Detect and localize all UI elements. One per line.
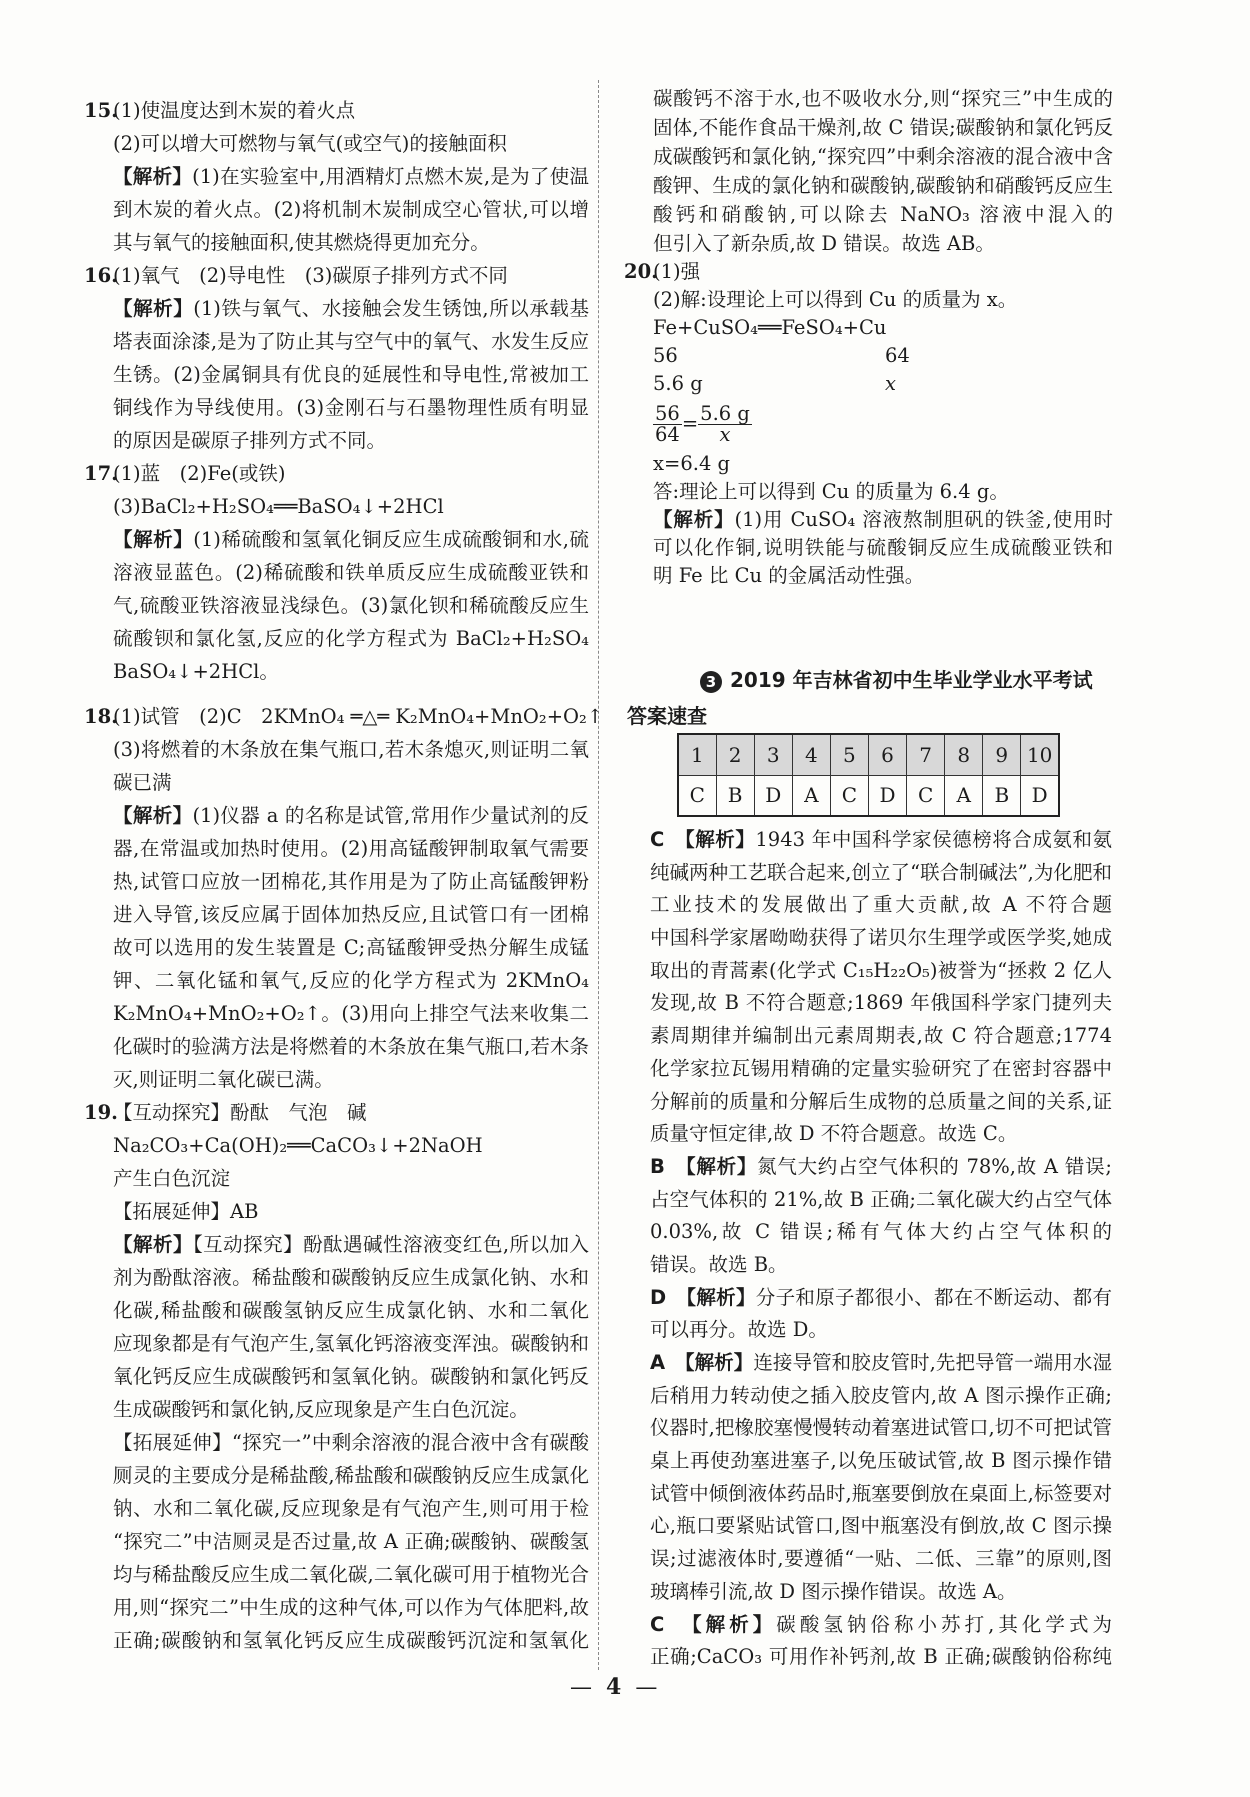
text-line (113, 1261, 589, 1294)
line-text: 溶液显蓝色。(2)稀硫酸和铁单质反应生成硫酸亚铁和 (113, 561, 589, 584)
text-line (113, 655, 589, 688)
text-line (113, 1426, 589, 1459)
fraction-numerator: 56 (655, 401, 680, 425)
text-line (113, 1063, 589, 1096)
text-line (113, 193, 589, 226)
fraction-numerator: 5.6 g (700, 401, 750, 425)
fraction-denominator: 64 (655, 422, 680, 446)
line-text: 正确;CaCO₃ 可用作补钙剂,故 B 正确;碳酸钠俗称纯 (650, 1645, 1112, 1669)
table-cell-number: 10 (1021, 734, 1059, 775)
text-line (113, 997, 589, 1030)
line-text: K₂MnO₄+MnO₂+O₂↑。(3)用向上排空气法来收集二 (113, 1002, 589, 1025)
text-line (113, 1492, 589, 1525)
table-cell-number: 3 (754, 734, 792, 775)
line-text: 塔表面涂漆,是为了防止其与空气中的氧气、水发生反应 (113, 330, 589, 353)
text-line (650, 1282, 1112, 1315)
text-line (113, 898, 589, 931)
line-text: 固体,不能作食品干燥剂,故 C 错误;碳酸钠和氯化钙反 (653, 116, 1113, 139)
text-line (113, 865, 589, 898)
question-number: 15. (84, 99, 118, 122)
text-line (650, 1314, 1112, 1347)
line-text: 成碳酸钙和氯化钠,“探究四”中剩余溶液的混合液中含 (653, 145, 1113, 168)
table-cell-answer: A (792, 775, 830, 816)
line-text: 分解前的质量和分解后生成物的总质量之间的关系,证 (650, 1089, 1112, 1113)
text-line (113, 799, 589, 832)
line-text: (1)在实验室中,用酒精灯点燃木炭,是为了使温 (192, 165, 589, 188)
line-text: (3)将燃着的木条放在集气瓶口,若木条熄灭,则证明二氧 (113, 738, 589, 761)
table-cell-number: 6 (868, 734, 906, 775)
line-text: 玻璃棒引流,故 D 图示操作错误。故选 A。 (650, 1579, 1017, 1603)
line-text: 碳酸氢钠俗称小苏打,其化学式为 (776, 1612, 1112, 1636)
line-text: 剂为酚酞溶液。稀盐酸和碳酸钠反应生成氯化钠、水和 (113, 1266, 589, 1289)
text-line (653, 534, 1113, 562)
analysis-tag: C 【解析】 (650, 1612, 777, 1636)
unknown-mass: x (885, 372, 896, 395)
text-line (113, 964, 589, 997)
line-text: 0.03%,故 C 错误;稀有气体大约占空气体积的 (650, 1220, 1112, 1244)
line-text: 化碳时的验满方法是将燃着的木条放在集气瓶口,若木条 (113, 1035, 589, 1058)
table-cell-number: 7 (907, 734, 945, 775)
text-line (650, 1249, 1112, 1282)
table-cell-answer: B (983, 775, 1021, 816)
line-text: 可以再分。故选 D。 (650, 1318, 828, 1342)
dash: — (570, 1675, 592, 1700)
line-text: BaSO₄↓+2HCl。 (113, 660, 279, 683)
text-line (650, 955, 1112, 988)
table-cell-answer: C (830, 775, 868, 816)
text-line (113, 1162, 589, 1195)
analysis-tag: D 【解析】 (650, 1285, 756, 1309)
line-text: 质量守恒定律,故 D 不符合题意。故选 C。 (650, 1122, 1018, 1146)
text-line (113, 1525, 589, 1558)
text-line (653, 142, 1113, 171)
table-cell-number: 8 (945, 734, 983, 775)
line-text: 工业技术的发展做出了重大贡献,故 A 不符合题 (650, 893, 1112, 917)
text-line (113, 1129, 589, 1162)
line-text: 铜线作为导线使用。(3)金刚石与石墨物理性质有明显 (113, 396, 589, 419)
line-text: 桌上再使劲塞进塞子,以免压破试管,故 B 图示操作错 (650, 1449, 1112, 1473)
analysis-tag: B 【解析】 (650, 1154, 758, 1178)
line-text: 【拓展延伸】“探究一”中剩余溶液的混合液中含有碳酸 (113, 1431, 589, 1454)
text-line (650, 922, 1112, 955)
right-column-continuation (653, 84, 1113, 258)
line-text: 取出的青蒿素(化学式 C₁₅H₂₂O₅)被誉为“拯救 2 亿人 (650, 958, 1112, 982)
line-text: 酸钾、生成的氯化钠和碳酸钠,碳酸钠和硝酸钙反应生 (653, 174, 1113, 197)
line-text: 的原因是碳原子排列方式不同。 (113, 429, 387, 452)
analysis-tag: 【解析】 (113, 297, 194, 320)
line-text: 酸钙和硝酸钠,可以除去 NaNO₃ 溶液中混入的 (653, 203, 1113, 226)
line-text: 热,试管口应放一团棉花,其作用是为了防止高锰酸钾粉 (113, 870, 589, 893)
text-line (113, 832, 589, 865)
text-line (113, 325, 589, 358)
line-text: 其与氧气的接触面积,使其燃烧得更加充分。 (113, 231, 490, 254)
final-answer: 答:理论上可以得到 Cu 的质量为 6.4 g。 (653, 480, 1009, 503)
text-line (650, 1576, 1112, 1609)
text-line (650, 1641, 1112, 1674)
text-line (113, 226, 589, 259)
line-text: 器,在常温或加热时使用。(2)用高锰酸钾制取氧气需要 (113, 837, 589, 860)
line-text: 到木炭的着火点。(2)将机制木炭制成空心管状,可以增 (113, 198, 589, 221)
line-text: 产生白色沉淀 (113, 1167, 231, 1190)
line-text: (1)试管 (2)C 2KMnO₄ ═△═ K₂MnO₄+MnO₂+O₂↑ (113, 705, 604, 728)
line-text: 发现,故 B 不符合题意;1869 年俄国科学家门捷列夫 (650, 991, 1112, 1015)
text-line (650, 1347, 1112, 1380)
line-text: 氮气大约占空气体积的 78%,故 A 错误; (757, 1154, 1112, 1178)
page-number-value: 4 (606, 1674, 622, 1700)
line-text: 钾、二氧化锰和氧气,反应的化学方程式为 2KMnO₄ (113, 969, 589, 992)
line-text: 厕灵的主要成分是稀盐酸,稀盐酸和碳酸钠反应生成氯化 (113, 1464, 589, 1487)
line-text: 化碳,稀盐酸和碳酸氢钠反应生成氯化钠、水和二氧化 (113, 1299, 589, 1322)
answer-explanations (650, 824, 1112, 1674)
text-line (653, 506, 1113, 534)
question-20 (624, 258, 1113, 590)
text-line (84, 700, 604, 733)
table-cell-answer: D (754, 775, 792, 816)
mass-cu: 64 (885, 344, 910, 367)
table-cell-number: 9 (983, 734, 1021, 775)
line-text: 气,硫酸亚铁溶液显浅绿色。(3)氯化钡和稀硫酸反应生 (113, 594, 589, 617)
text-line (113, 733, 589, 766)
text-line (113, 766, 589, 799)
table-row-answers (678, 775, 1059, 816)
analysis-tag: 【解析】 (113, 165, 193, 188)
line-text: 灭,则证明二氧化碳已满。 (113, 1068, 334, 1091)
line-text: (3)BaCl₂+H₂SO₄══BaSO₄↓+2HCl (113, 495, 444, 518)
line-text: 分子和原子都很小、都在不断运动、都有 (755, 1285, 1112, 1309)
answer-1: (1)强 (653, 260, 701, 283)
text-line (653, 229, 1113, 258)
table-cell-answer: D (868, 775, 906, 816)
line-text: 明 Fe 比 Cu 的金属活动性强。 (653, 564, 925, 587)
line-text: 【拓展延伸】AB (113, 1200, 259, 1223)
text-line (113, 127, 589, 160)
text-line (650, 1412, 1112, 1445)
text-line (650, 889, 1112, 922)
line-text: 1943 年中国科学家侯德榜将合成氨和氨 (755, 828, 1112, 851)
dash: — (635, 1675, 658, 1700)
question-number: 18. (84, 705, 118, 728)
column-divider (598, 80, 599, 1670)
table-cell-number: 1 (678, 734, 716, 775)
explanation (653, 506, 1113, 590)
line-text: 氧化钙反应生成碳酸钙和氢氧化钠。碳酸钠和氯化钙反 (113, 1365, 589, 1388)
text-line (650, 1086, 1112, 1119)
line-text: 可以化作铜,说明铁能与硫酸铜反应生成硫酸亚铁和 (653, 536, 1113, 559)
answer-2: (2)解:设理论上可以得到 Cu 的质量为 x。 (653, 288, 1018, 311)
line-text: 试管中倾倒液体药品时,瓶塞要倒放在桌面上,标签要对 (650, 1481, 1112, 1505)
text-line (650, 1380, 1112, 1413)
line-text: 素周期律并编制出元素周期表,故 C 符合题意;1774 (650, 1024, 1112, 1048)
text-line (113, 490, 589, 523)
text-line (113, 1393, 589, 1426)
line-text: 心,瓶口要紧贴试管口,图中瓶塞没有倒放,故 C 图示操 (650, 1514, 1112, 1538)
text-line (113, 523, 589, 556)
text-line (113, 1195, 589, 1228)
line-text: 仪器时,把橡胶塞慢慢转动着塞进试管口,切不可把试管 (650, 1416, 1112, 1440)
line-text: 【互动探究】酚酞 气泡 碱 (113, 1101, 367, 1124)
line-text: 硫酸钡和氯化氢,反应的化学方程式为 BaCl₂+H₂SO₄ (113, 627, 589, 650)
table-cell-answer: D (1021, 775, 1059, 816)
fraction-denominator: x (719, 422, 731, 446)
table-cell-number: 2 (716, 734, 754, 775)
section-title: 2019 年吉林省初中生毕业学业水平考试 (730, 668, 1093, 692)
text-line (650, 1445, 1112, 1478)
line-text: 生锈。(2)金属铜具有优良的延展性和导电性,常被加工 (113, 363, 589, 386)
text-line (650, 1510, 1112, 1543)
line-text: 错误。故选 B。 (650, 1252, 788, 1276)
line-text: (1)用 CuSO₄ 溶液熬制胆矾的铁釜,使用时 (734, 508, 1113, 531)
line-text: (1)蓝 (2)Fe(或铁) (113, 462, 286, 485)
page-number (570, 1674, 657, 1700)
line-text: 应现象都是有气泡产生,氢氧化钙溶液变浑浊。碳酸钠和 (113, 1332, 589, 1355)
table-cell-answer: C (907, 775, 945, 816)
table-row-numbers (678, 734, 1059, 775)
mass-fe: 56 (653, 344, 678, 367)
text-line (113, 622, 589, 655)
line-text: (1)稀硫酸和氢氧化铜反应生成硫酸铜和水,硫 (193, 528, 589, 551)
table-cell-answer: C (678, 775, 716, 816)
quick-reference-label: 答案速查 (627, 704, 707, 728)
line-text: (1)使温度达到木炭的着火点 (113, 99, 356, 122)
line-text: 但引入了新杂质,故 D 错误。故选 AB。 (653, 232, 995, 255)
table-cell-number: 4 (792, 734, 830, 775)
text-line (650, 1609, 1112, 1642)
text-line (84, 1096, 589, 1129)
text-line (650, 1151, 1112, 1184)
text-line (84, 94, 589, 127)
line-text: (2)可以增大可燃物与氧气(或空气)的接触面积 (113, 132, 507, 155)
line-text: 生成碳酸钙和氯化钠,反应现象是产生白色沉淀。 (113, 1398, 529, 1421)
text-line (113, 1591, 589, 1624)
text-line (650, 1118, 1112, 1151)
line-text: 故可以选用的发生装置是 C;高锰酸钾受热分解生成锰 (113, 936, 589, 959)
text-line (113, 589, 589, 622)
text-line (650, 1216, 1112, 1249)
text-line (650, 824, 1112, 857)
text-line (113, 358, 589, 391)
text-line (650, 1543, 1112, 1576)
table-cell-number: 5 (830, 734, 868, 775)
analysis-tag: 【解析】 (113, 1233, 193, 1256)
line-text: 碳已满 (113, 771, 172, 794)
text-line (84, 259, 589, 292)
text-line (113, 1558, 589, 1591)
question-number: 17. (84, 462, 118, 485)
text-line (113, 292, 589, 325)
analysis-tag: A 【解析】 (650, 1351, 754, 1374)
line-text: 误;过滤液体时,要遵循“一贴、二低、三靠”的原则,图 (650, 1547, 1112, 1571)
text-line (650, 857, 1112, 890)
text-line (84, 457, 589, 490)
line-text: 正确;碳酸钠和氢氧化钙反应生成碳酸钙沉淀和氢氧化 (113, 1629, 589, 1652)
line-text: 中国科学家屠呦呦获得了诺贝尔生理学或医学奖,她成 (650, 926, 1112, 950)
text-line (650, 987, 1112, 1020)
analysis-tag: 【解析】 (653, 508, 735, 531)
text-line (113, 424, 589, 457)
analysis-tag: 【解析】 (113, 528, 194, 551)
text-line (113, 391, 589, 424)
line-text: 均与稀盐酸反应生成二氧化碳,二氧化碳可用于植物光合 (113, 1563, 589, 1586)
text-line (653, 200, 1113, 229)
line-text: 钠、水和二氧化碳,反应现象是有气泡产生,则可用于检 (113, 1497, 589, 1520)
text-line (113, 1624, 589, 1657)
text-line (113, 1294, 589, 1327)
answer-table (677, 733, 1060, 817)
line-text: (1)仪器 a 的名称是试管,常用作少量试剂的反 (192, 804, 589, 827)
section-heading (700, 664, 1093, 693)
line-text: 后稍用力转动使之插入胶皮管内,故 A 图示操作正确; (650, 1383, 1112, 1407)
text-line (650, 1184, 1112, 1217)
line-text: 进入导管,该反应属于固体加热反应,且试管口有一团棉 (113, 903, 589, 926)
text-line (113, 1459, 589, 1492)
text-line (650, 1020, 1112, 1053)
text-line (650, 1053, 1112, 1086)
section-badge: 3 (700, 671, 722, 693)
line-text: 碳酸钙不溶于水,也不吸收水分,则“探究三”中生成的 (653, 87, 1113, 110)
table-cell-answer: B (716, 775, 754, 816)
line-text: (1)氧气 (2)导电性 (3)碳原子排列方式不同 (113, 264, 508, 287)
chemical-equation: Fe+CuSO₄══FeSO₄+Cu (653, 316, 887, 339)
text-line (113, 1030, 589, 1063)
text-line (653, 562, 1113, 590)
line-text: Na₂CO₃+Ca(OH)₂══CaCO₃↓+2NaOH (113, 1134, 483, 1157)
text-line (113, 1360, 589, 1393)
line-text: “探究二”中洁厕灵是否过量,故 A 正确;碳酸钠、碳酸氢 (113, 1530, 589, 1553)
result: x=6.4 g (653, 452, 731, 475)
text-line (653, 113, 1113, 142)
left-column (84, 94, 604, 1657)
text-line (653, 84, 1113, 113)
text-line (113, 556, 589, 589)
line-text: 化学家拉瓦锡用精确的定量实验研究了在密封容器中 (650, 1056, 1112, 1080)
question-number: 19. (84, 1101, 118, 1124)
text-line (113, 931, 589, 964)
line-text: 用,则“探究二”中生成的这种气体,可以作为气体肥料,故 (113, 1596, 589, 1619)
line-text: 【互动探究】酚酞遇碱性溶液变红色,所以加入 (192, 1233, 589, 1256)
line-text: (1)铁与氧气、水接触会发生锈蚀,所以承载基 (193, 297, 589, 320)
question-number: 16. (84, 264, 118, 287)
text-line (113, 160, 589, 193)
analysis-tag: 【解析】 (113, 804, 193, 827)
given-mass: 5.6 g (653, 372, 703, 395)
line-text: 纯碱两种工艺联合起来,创立了“联合制碱法”,为化肥和 (650, 860, 1112, 884)
line-text: 连接导管和胶皮管时,先把导管一端用水湿 (753, 1351, 1112, 1374)
proportion: $\frac{56}{64}$ = $\frac{5.6 g}{x}$ (655, 401, 750, 446)
analysis-tag: C 【解析】 (650, 828, 756, 851)
text-line (653, 171, 1113, 200)
text-line (113, 1228, 589, 1261)
line-text: 占空气体积的 21%,故 B 正确;二氧化碳大约占空气体 (650, 1187, 1112, 1211)
text-line (113, 1327, 589, 1360)
text-line (650, 1478, 1112, 1511)
question-number: 20. (624, 260, 658, 283)
table-cell-answer: A (945, 775, 983, 816)
